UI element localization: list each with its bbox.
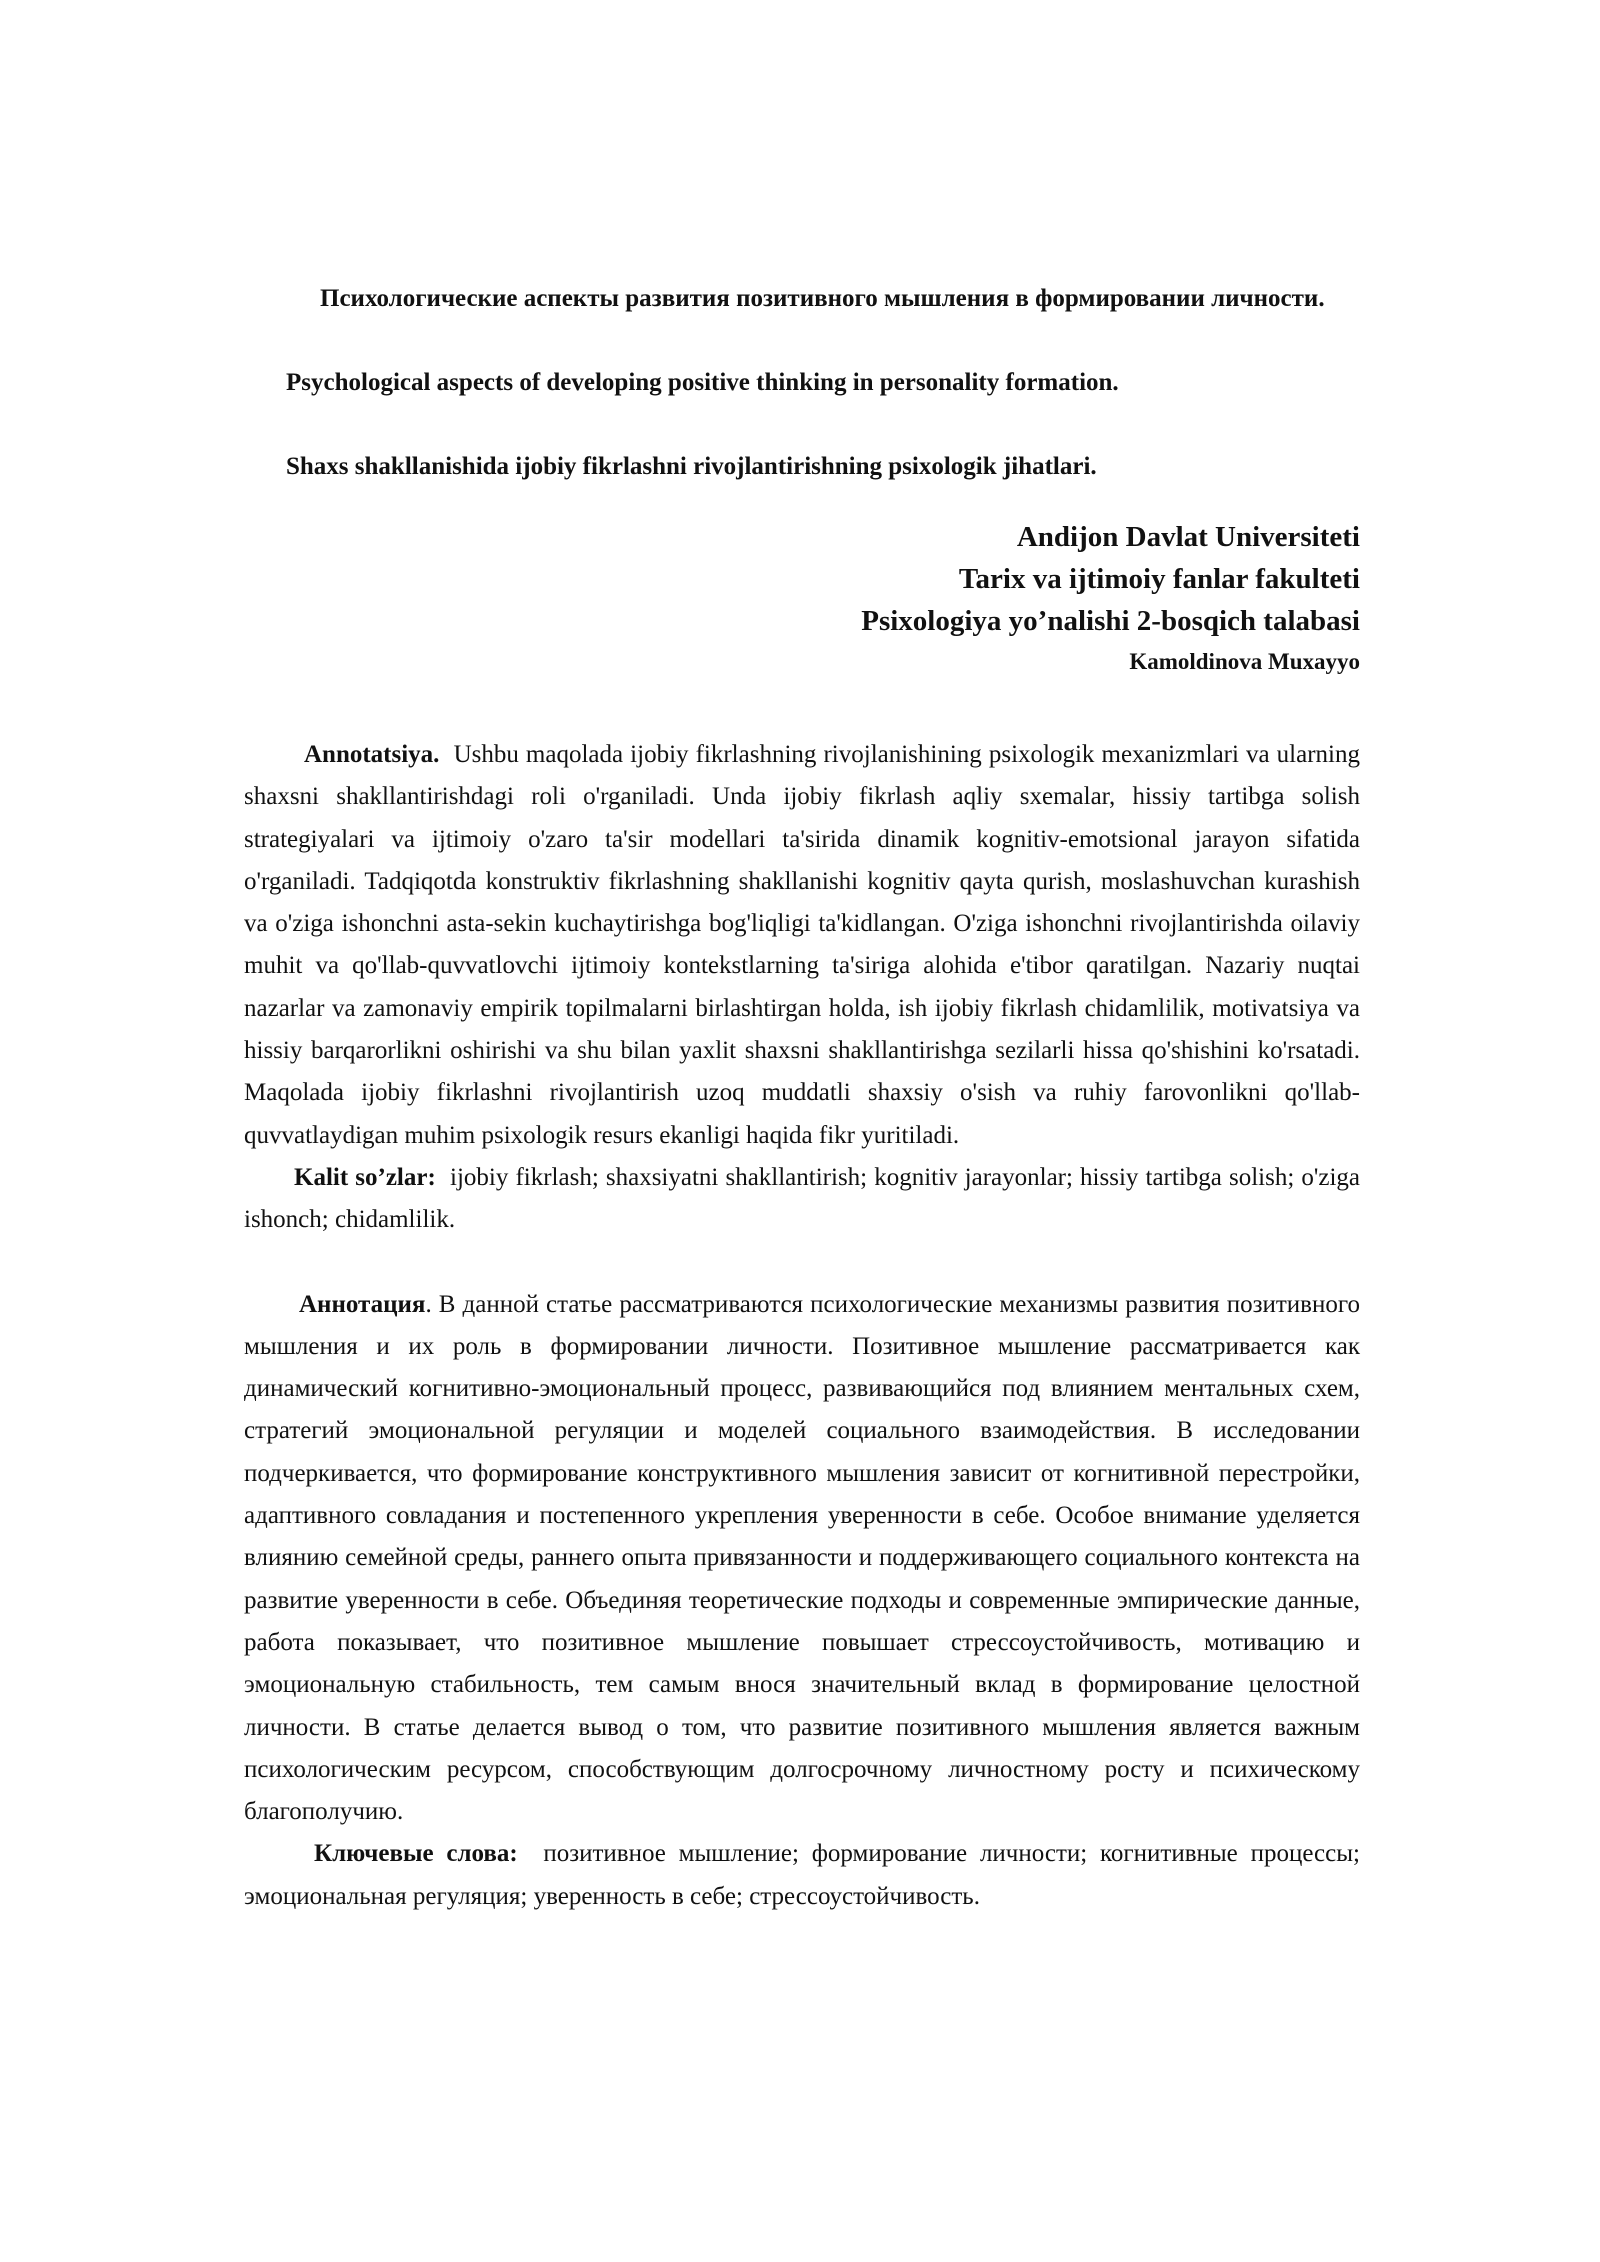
- abstract-uzbek-text: Ushbu maqolada ijobiy fikrlashning rivojlanishining psixologik mexanizmlari va ularning shaxsni shakllantirishdagi roli o'rganiladi. Unda ijobiy fikrlash aqliy sxemalar, hissiy tartibga solish strategiyalari va ijtimoiy o'zaro ta'sir modellari ta'sirida dinamik kognitiv-emotsional jarayon sifatida o'rganiladi. Tadqiqotda konstruktiv fikrlashning shakllanishi kognitiv qayta qurish, moslashuvchan kurashish va o'ziga ishonchni asta-sekin kuchaytirishga bog'liqligi ta'kidlangan. O'ziga ishonchni rivojlantirishda oilaviy muhit va qo'llab-quvvatlovchi ijtimoiy kontekstlarning ta'siriga alohida e'tibor qaratilgan. Nazariy nuqtai nazarlar va zamonaviy empirik topilmalarni birlashtirgan holda, ish ijobiy fikrlash chidamlilik, motivatsiya va hissiy barqarorlikni oshirishi va shu bilan yaxlit shaxsni shakllantirishga sezilarli hissa qo'shishini ko'rsatadi. Maqolada ijobiy fikrlashni rivojlantirish uzoq muddatli shaxsiy o'sish va ruhiy farovonlikni qo'llab-quvvatlaydigan muhim psixologik resurs ekanligi haqida fikr yuritiladi.: [244, 741, 1360, 1149]
- affiliation-faculty: Tarix va ijtimoiy fanlar fakulteti: [958, 563, 1360, 595]
- abstract-russian-label: Аннотация: [299, 1290, 426, 1318]
- abstract-russian-text: . В данной статье рассматриваются психологические механизмы развития позитивного мышления и их роль в формировании личности. Позитивное мышление рассматривается как динамический когнитивно-эмоциональный процесс, развивающийся под влиянием ментальных схем, стратегий эмоциональной регуляции и моделей социального взаимодействия. В исследовании подчеркивается, что формирование конструктивного мышления зависит от когнитивной перестройки, адаптивного совладания и постепенного укрепления уверенности в себе. Особое внимание уделяется влиянию семейной среды, раннего опыта привязанности и поддерживающего социального контекста на развитие уверенности в себе. Объединяя теоретические подходы и современные эмпирические данные, работа показывает, что позитивное мышление повышает стрессоустойчивость, мотивацию и эмоциональную стабильность, тем самым внося значительный вклад в формирование целостной личности. В статье делается вывод о том, что развитие позитивного мышления является важным психологическим ресурсом, способствующим долгосрочному личностному росту и психическому благополучию.: [244, 1290, 1360, 1826]
- title-english: Psychological aspects of developing positive thinking in personality formation.: [286, 369, 1119, 396]
- document-body: [244, 278, 1360, 1918]
- keywords-uzbek: [244, 1157, 1360, 1242]
- abstract-uzbek: [244, 734, 1360, 1157]
- keywords-russian-label: Ключевые слова:: [314, 1840, 518, 1868]
- abstract-russian: [244, 1284, 1360, 1834]
- affiliation-block: [244, 516, 1360, 682]
- keywords-russian-text: позитивное мышление; формирование личности; когнитивные процессы; эмоциональная регуляция; уверенность в себе; стрессоустойчивость.: [244, 1840, 1360, 1910]
- abstract-uzbek-label: Annotatsiya.: [304, 741, 440, 768]
- title-russian: Психологические аспекты развития позитивного мышления в формировании личности.: [320, 285, 1325, 312]
- affiliation-program: Psixologiya yo’nalishi 2-bosqich talabasi: [861, 605, 1360, 637]
- affiliation-university: Andijon Davlat Universiteti: [1016, 521, 1360, 553]
- keywords-uzbek-text: ijobiy fikrlash; shaxsiyatni shakllantirish; kognitiv jarayonlar; hissiy tartibga solish; o'ziga ishonch; chidamlilik.: [244, 1163, 1361, 1234]
- keywords-uzbek-label: Kalit so’zlar:: [294, 1163, 436, 1191]
- author-name: Kamoldinova Muxayyo: [1129, 649, 1360, 674]
- keywords-russian: [244, 1833, 1360, 1918]
- title-uzbek: Shaxs shakllanishida ijobiy fikrlashni rivojlantirishning psixologik jihatlari.: [286, 453, 1097, 480]
